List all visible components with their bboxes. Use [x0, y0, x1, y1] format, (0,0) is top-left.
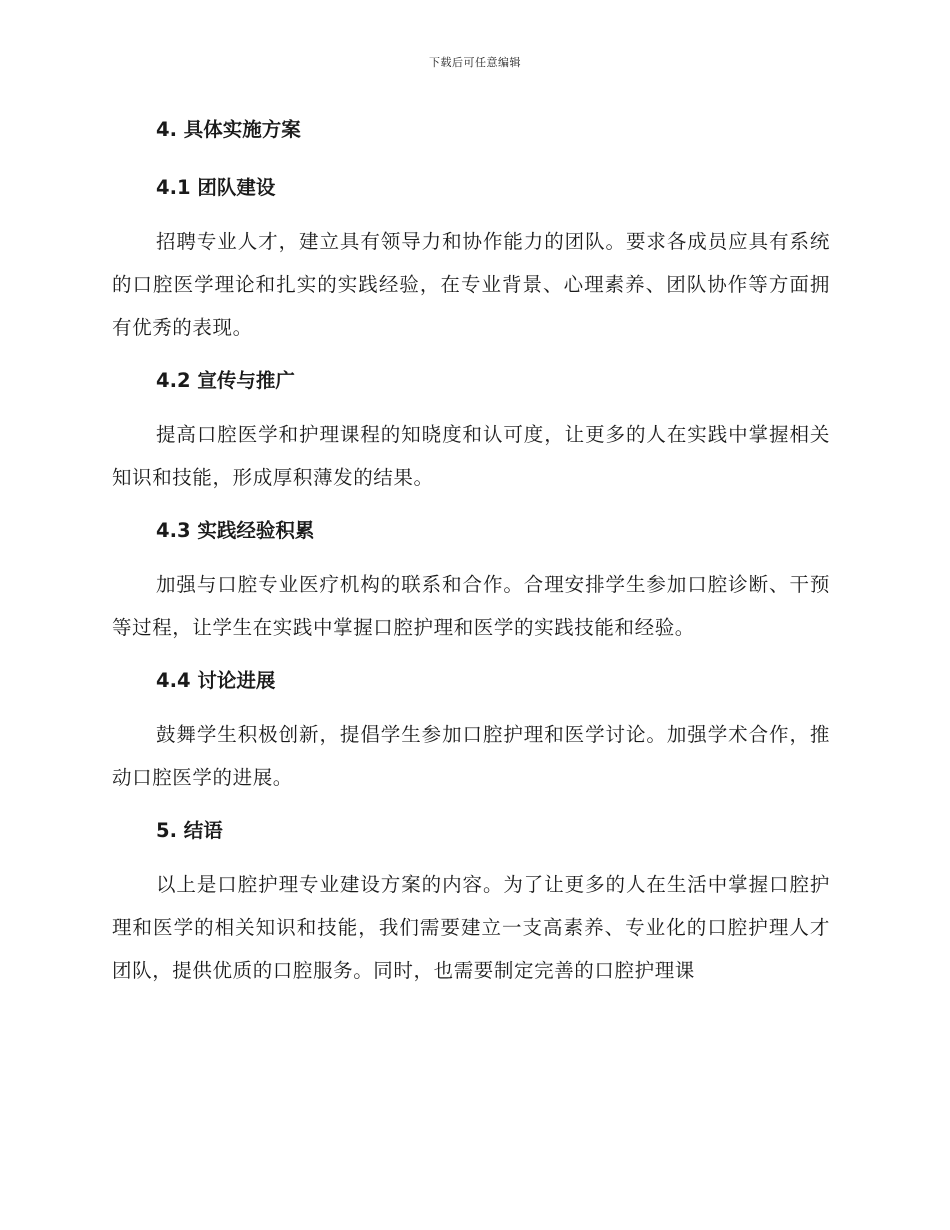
section-4-3-paragraph: 加强与口腔专业医疗机构的联系和合作。合理安排学生参加口腔诊断、干预等过程，让学生在实践中掌握口腔护理和医学的实践技能和经验。	[112, 573, 830, 639]
section-4-2-paragraph: 提高口腔医学和护理课程的知晓度和认可度，让更多的人在实践中掌握相关知识和技能，形成厚积薄发的结果。	[112, 423, 830, 489]
section-4-4-paragraph: 鼓舞学生积极创新，提倡学生参加口腔护理和医学讨论。加强学术合作，推动口腔医学的进展。	[112, 723, 830, 789]
section-4-4-heading: 4.4 讨论进展	[156, 669, 276, 692]
page-header: 下载后可任意编辑	[429, 56, 521, 69]
section-4-2-heading: 4.2 宣传与推广	[156, 369, 295, 392]
document-body	[112, 112, 830, 992]
section-5-heading: 5. 结语	[156, 819, 223, 842]
section-4-1-paragraph: 招聘专业人才，建立具有领导力和协作能力的团队。要求各成员应具有系统的口腔医学理论和扎实的实践经验，在专业背景、心理素养、团队协作等方面拥有优秀的表现。	[112, 230, 830, 339]
section-4-heading: 4. 具体实施方案	[156, 118, 301, 141]
section-5-paragraph: 以上是口腔护理专业建设方案的内容。为了让更多的人在生活中掌握口腔护理和医学的相关知识和技能，我们需要建立一支高素养、专业化的口腔护理人才团队，提供优质的口腔服务。同时，也需要制定完善的口腔护理课	[112, 873, 830, 982]
section-4-3-heading: 4.3 实践经验积累	[156, 519, 315, 542]
section-4-1-heading: 4.1 团队建设	[156, 176, 276, 199]
